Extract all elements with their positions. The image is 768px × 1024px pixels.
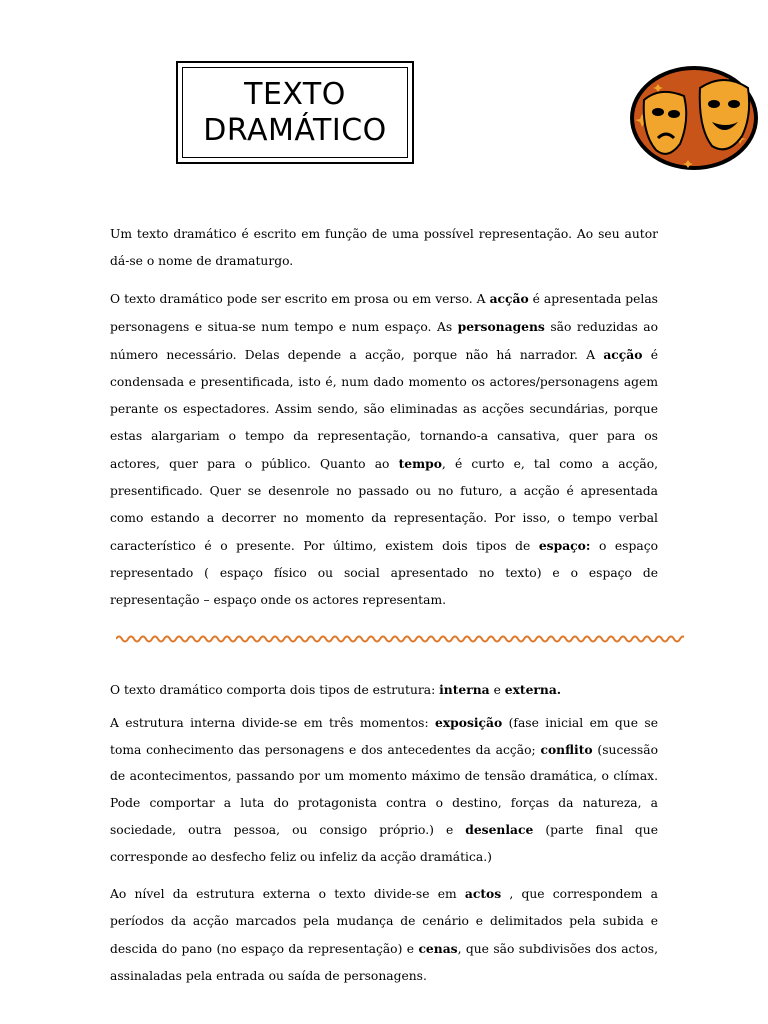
bold-term-cenas: cenas: [418, 941, 458, 956]
text-span: A estrutura interna divide-se em três momentos:: [110, 716, 435, 730]
bold-term-espaco: espaço:: [538, 538, 591, 553]
text-span: (fase inicial em que se toma conhecimento das personagens e dos antecedentes da acção;: [110, 716, 659, 757]
title-inner-border: [182, 67, 408, 158]
text-span: é condensada e presentificada, isto é, num dado momento os actores/personagens agem perante os espectadores. Assim sendo, são eliminadas as acções secundárias, porque estas alargariam o tempo da representação, tornando-a cansativa, quer para os actores, quer para o público. Quanto ao: [110, 348, 659, 471]
paragraph-structure-types: [110, 677, 658, 703]
text-span: O texto dramático pode ser escrito em prosa ou em verso. A: [110, 292, 490, 306]
bold-term-accao-2: acção: [603, 347, 643, 362]
bold-term-interna: interna: [439, 682, 490, 697]
text-span: , é curto e, tal como a acção, presentificado. Quer se desenrole no passado ou no futuro, a acção é apresentada como estando a decorrer no momento da representação. Por isso, o tempo verbal característico é o presente. Por último, existem dois tipos de: [110, 457, 659, 553]
text-span: Ao nível da estrutura externa o texto divide-se em: [110, 887, 465, 901]
title-line-1: TEXTO: [244, 76, 346, 112]
bold-term-personagens: personagens: [457, 319, 545, 334]
bold-term-exposicao: exposição: [435, 715, 503, 730]
text-span: é apresentada pelas personagens e situa-se num tempo e num espaço. As: [110, 292, 658, 334]
title-line-2: DRAMÁTICO: [203, 112, 387, 148]
paragraph-intro: Um texto dramático é escrito em função de uma possível representação. Ao seu autor dá-se o nome de dramaturgo.: [110, 227, 658, 268]
bold-term-actos: actos: [464, 886, 502, 901]
text-span: e: [489, 683, 505, 697]
bold-term-tempo: tempo: [398, 456, 442, 471]
bold-term-accao: acção: [489, 291, 529, 306]
text-span: são reduzidas ao número necessário. Delas depende a acção, porque não há narrador. A: [110, 320, 658, 362]
paragraph-internal-structure: [110, 710, 658, 870]
text-span: o espaço representado ( espaço físico ou social apresentado no texto) e o espaço de representação – espaço onde os actores representam.: [110, 539, 658, 607]
theater-masks-icon: [628, 64, 760, 172]
bold-term-conflito: conflito: [540, 741, 593, 757]
wavy-divider: [116, 633, 684, 645]
text-span: , que correspondem a períodos da acção marcados pela mudança de cenário e delimitados pela subida e descida do pano (no espaço da representação) e: [110, 887, 658, 956]
text-span: , que são subdivisões dos actos, assinaladas pela entrada ou saída de personagens.: [110, 942, 658, 983]
text-span: (sucessão de acontecimentos, passando por um momento máximo de tensão dramática, o clímax. Pode comportar a luta do protagonista contra o destino, forças da natureza, a sociedade, outra pessoa, ou consigo próprio.) e: [110, 742, 658, 837]
bold-term-externa: externa.: [504, 682, 562, 697]
paragraph-external-structure: [110, 880, 658, 990]
paragraph-characteristics: [110, 285, 658, 614]
title-box: [176, 61, 414, 164]
text-span: (parte final que corresponde ao desfecho feliz ou infeliz da acção dramática.): [110, 822, 658, 864]
text-span: O texto dramático comporta dois tipos de estrutura:: [110, 683, 440, 697]
bold-term-desenlace: desenlace: [465, 821, 534, 837]
